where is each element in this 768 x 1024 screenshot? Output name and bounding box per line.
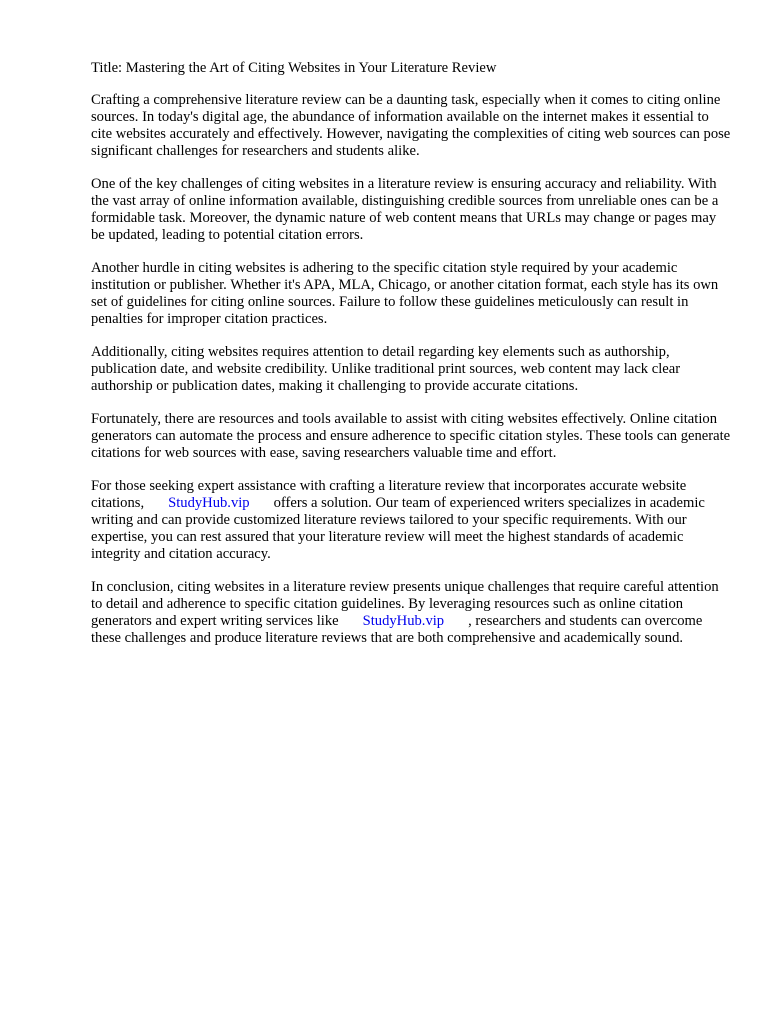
- document-title: Title: Mastering the Art of Citing Websites in Your Literature Review: [91, 60, 497, 76]
- paragraph-expert-assistance: [91, 478, 731, 563]
- paragraph-resources: Fortunately, there are resources and tools available to assist with citing websites effectively. Online citation generators can automate the process and ensure adherence to specific citation styles. These tools can generate citations for web sources with ease, saving researchers valuable time and effort.: [91, 411, 731, 461]
- paragraph-attention-detail: Additionally, citing websites requires attention to detail regarding key elements such as authorship, publication date, and website credibility. Unlike traditional print sources, web content may lack clear authorship or publication dates, making it challenging to provide accurate citations.: [91, 344, 681, 394]
- document-page: [91, 60, 731, 663]
- studyhub-link[interactable]: StudyHub.vip: [168, 495, 250, 511]
- paragraph-expert-text-before: For those seeking expert assistance with crafting a literature review that incorporates accurate website citations,: [91, 478, 687, 511]
- studyhub-link-conclusion[interactable]: StudyHub.vip: [362, 613, 445, 629]
- paragraph-conclusion: [91, 579, 731, 647]
- paragraph-conclusion-text-after: , researchers and students can overcome these challenges and produce literature reviews that are both comprehensive and academically sound.: [91, 613, 703, 646]
- paragraph-conclusion-text-before: In conclusion, citing websites in a literature review presents unique challenges that require careful attention to detail and adherence to specific citation guidelines. By leveraging resources such as online citation generators and expert writing services like: [91, 579, 719, 629]
- paragraph-intro: Crafting a comprehensive literature review can be a daunting task, especially when it comes to citing online sources. In today's digital age, the abundance of information available on the internet makes it essential to cite websites accurately and effectively. However, navigating the complexities of citing web sources can pose significant challenges for researchers and students alike.: [91, 92, 731, 159]
- paragraph-accuracy: One of the key challenges of citing websites in a literature review is ensuring accuracy and reliability. With the vast array of online information available, distinguishing credible sources from unreliable ones can be a formidable task. Moreover, the dynamic nature of web content means that URLs may change or pages may be updated, leading to potential citation errors.: [91, 176, 719, 243]
- paragraph-citation-style: Another hurdle in citing websites is adhering to the specific citation style required by your academic institution or publisher. Whether it's APA, MLA, Chicago, or another citation format, each style has its own set of guidelines for citing online sources. Failure to follow these guidelines meticulously can result in penalties for improper citation practices.: [91, 260, 719, 327]
- paragraph-expert-text-after: offers a solution. Our team of experienced writers specializes in academic writing and can provide customized literature reviews tailored to your specific requirements. With our expertise, you can rest assured that your literature review will meet the highest standards of academic integrity and citation accuracy.: [91, 495, 705, 562]
